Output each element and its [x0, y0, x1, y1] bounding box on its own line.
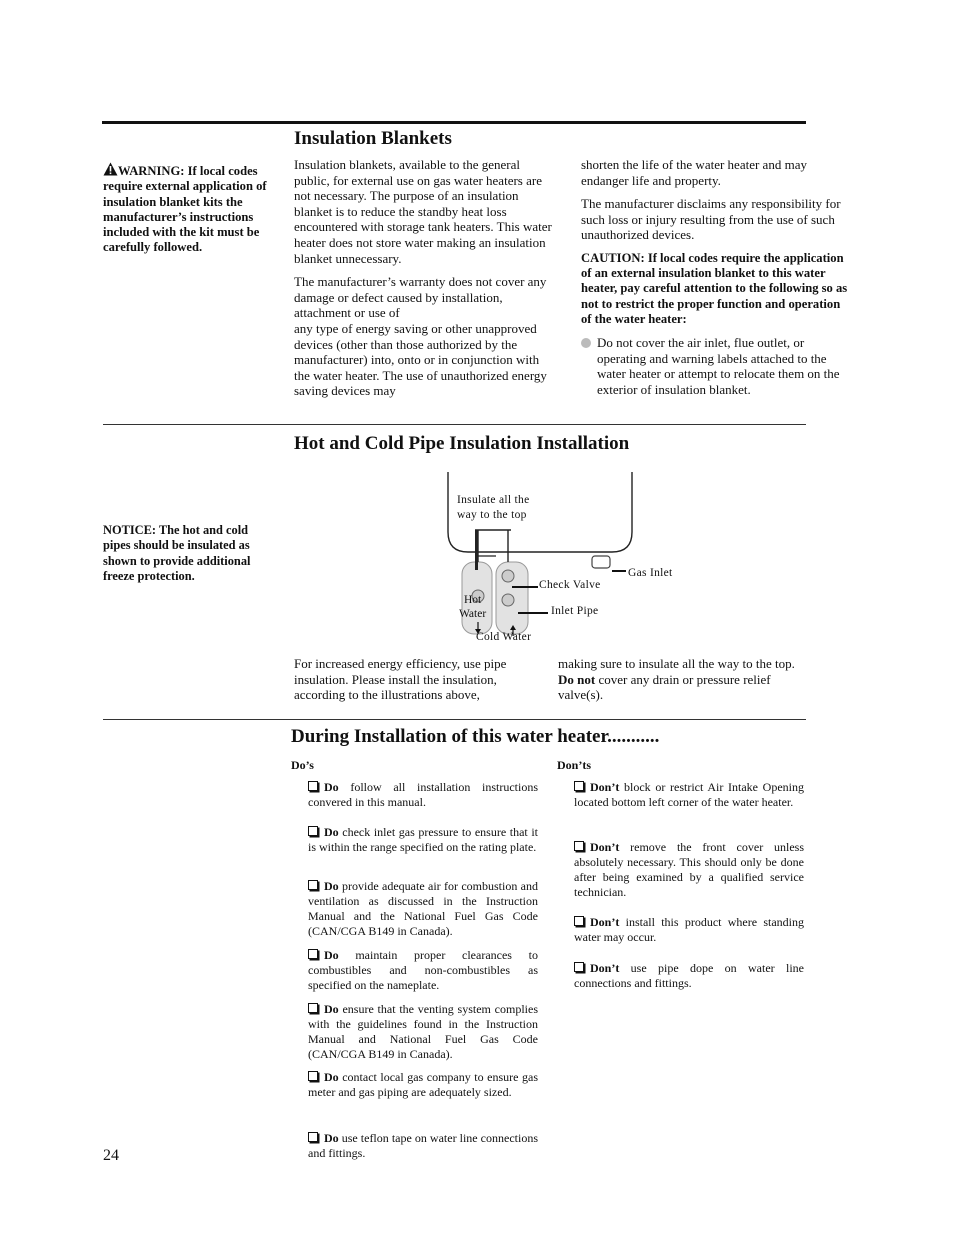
donts-item-4 [574, 961, 804, 991]
emphasis-text: Do not [558, 671, 596, 687]
text: cover any drain or pressure relief valve(s). [558, 671, 771, 703]
donts-heading: Don’ts [557, 758, 592, 772]
dos-item-6 [308, 1070, 538, 1100]
section-rule [103, 424, 806, 425]
bullet-circle-icon [581, 338, 591, 348]
checkbox-icon [308, 1003, 318, 1013]
diagram-label-insulate [457, 493, 530, 523]
checkbox-icon [308, 1071, 318, 1081]
dos-item-3 [308, 879, 538, 939]
item-text: block or restrict Air Intake Opening located bottom left corner of the water heater. [574, 780, 804, 809]
insulation-left-column [294, 157, 556, 407]
top-rule [102, 121, 806, 124]
page-number: 24 [103, 1147, 119, 1164]
checkbox-icon [574, 962, 584, 972]
paragraph: any type of energy saving or other unapproved devices (other than those authorized by the manufacturer) into, onto or in conjunction with the water heater. The use of unauthorized energy saving devices may [294, 320, 547, 399]
item-keyword: Do [324, 780, 339, 794]
item-text: remove the front cover unless absolutely necessary. This should only be done after being examined by a qualified service technician. [574, 840, 804, 899]
diagram-label-inlet-pipe: Inlet Pipe [551, 605, 599, 617]
diagram-label-gas-inlet: Gas Inlet [628, 567, 673, 579]
section-title-during-installation: During Installation of this water heater........... [291, 726, 660, 747]
item-keyword: Do [324, 948, 339, 962]
item-keyword: Do [324, 1070, 339, 1084]
item-keyword: Do [324, 825, 339, 839]
diagram-label-hot-water [459, 593, 486, 621]
paragraph: The manufacturer’s warranty does not cover any damage or defect caused by installation, attachment or use of [294, 274, 547, 321]
item-text: install this product where standing water may occur. [574, 915, 804, 944]
item-keyword: Do [324, 1131, 339, 1145]
section-title-insulation-blankets: Insulation Blankets [294, 128, 452, 149]
item-text: maintain proper clearances to combustibles and non-combustibles as specified on the nameplate. [308, 948, 538, 992]
item-keyword: Don’t [590, 780, 620, 794]
section-rule [103, 719, 806, 720]
paragraph: shorten the life of the water heater and may endanger life and property. [581, 157, 807, 188]
diagram-text: way to the top [457, 509, 527, 521]
checkbox-icon [574, 916, 584, 926]
checkbox-icon [308, 781, 318, 791]
caution-bullet [581, 335, 851, 397]
insulation-right-column [581, 157, 851, 397]
dos-heading: Do’s [291, 758, 314, 772]
warning-label: WARNING: If local [118, 164, 226, 178]
donts-item-2 [574, 840, 804, 900]
diagram-text: Water [459, 608, 487, 620]
item-text: check inlet gas pressure to ensure that it is within the range specified on the rating plate. [308, 825, 538, 854]
pipe-insulation-diagram [440, 470, 690, 650]
donts-item-3 [574, 915, 804, 945]
item-text: contact local gas company to ensure gas meter and gas piping are adequately sized. [308, 1070, 538, 1099]
diagram-label-check-valve: Check Valve [539, 579, 601, 591]
item-keyword: Don’t [590, 961, 620, 975]
diagram-text: Insulate all the [457, 494, 530, 506]
diagram-text: Hot [463, 594, 482, 606]
item-text: use teflon tape on water line connections and fittings. [308, 1131, 538, 1160]
item-text: ensure that the venting system complies with the guidelines found in the Instruction Manual and National Fuel Gas Code (CAN/CGA B149 in Canada). [308, 1002, 538, 1061]
section-title-pipe-insulation: Hot and Cold Pipe Insulation Installation [294, 433, 630, 454]
dos-item-2 [308, 825, 538, 855]
dos-item-7 [308, 1131, 538, 1161]
pipe-text-right [558, 656, 806, 703]
dos-item-1 [308, 780, 538, 810]
checkbox-icon [308, 949, 318, 959]
item-keyword: Do [324, 1002, 339, 1016]
donts-item-1 [574, 780, 804, 810]
text: making sure to insulate all the way to the top. [558, 656, 795, 671]
notice-note: NOTICE: The hot and cold pipes should be insulated as shown to provide additional freeze protection. [103, 523, 251, 583]
item-text: use pipe dope on water line connections and fittings. [574, 961, 804, 990]
item-text: provide adequate air for combustion and ventilation as discussed in the Instruction Manual and the National Fuel Gas Code (CAN/CGA B149 in Canada). [308, 879, 538, 938]
checkbox-icon [308, 880, 318, 890]
item-keyword: Don’t [590, 840, 620, 854]
caution-text: CAUTION: If local codes require the application of an external insulation blanket to this water heater, pay careful attention to the following so as not to restrict the proper function and operation of the water heater: [581, 250, 848, 326]
checkbox-icon [574, 841, 584, 851]
bullet-text: Do not cover the air inlet, flue outlet, or operating and warning labels attached to the water heater or attempt to relocate them on the exterior of insulation blanket. [597, 334, 840, 397]
pipe-text-left: For increased energy efficiency, use pipe insulation. Please install the insulation, according to the illustrations above, [294, 656, 507, 703]
checkbox-icon [308, 1132, 318, 1142]
dos-item-5 [308, 1002, 538, 1062]
paragraph: Insulation blankets, available to the general public, for external use on gas water heaters are not necessary. The purpose of an insulation blanket is to reduce the standby heat loss encountered with storage tank heaters. This water heater does not store water making an insulation blanket unnecessary. [294, 157, 552, 266]
diagram-label-cold-water: Cold Water [476, 631, 532, 643]
warning-triangle-icon [103, 162, 118, 176]
checkbox-icon [574, 781, 584, 791]
warning-text: codes require external application of insulation blanket kits the manufacturer’s instructions included with the kit must be carefully followed. [103, 164, 267, 255]
item-keyword: Do [324, 879, 339, 893]
warning-note [103, 162, 278, 256]
checkbox-icon [308, 826, 318, 836]
item-keyword: Don’t [590, 915, 620, 929]
paragraph: The manufacturer disclaims any responsibility for such loss or injury resulting from the use of such unauthorized devices. [581, 196, 841, 243]
item-text: follow all installation instructions convered in this manual. [308, 780, 538, 809]
dos-item-4 [308, 948, 538, 993]
